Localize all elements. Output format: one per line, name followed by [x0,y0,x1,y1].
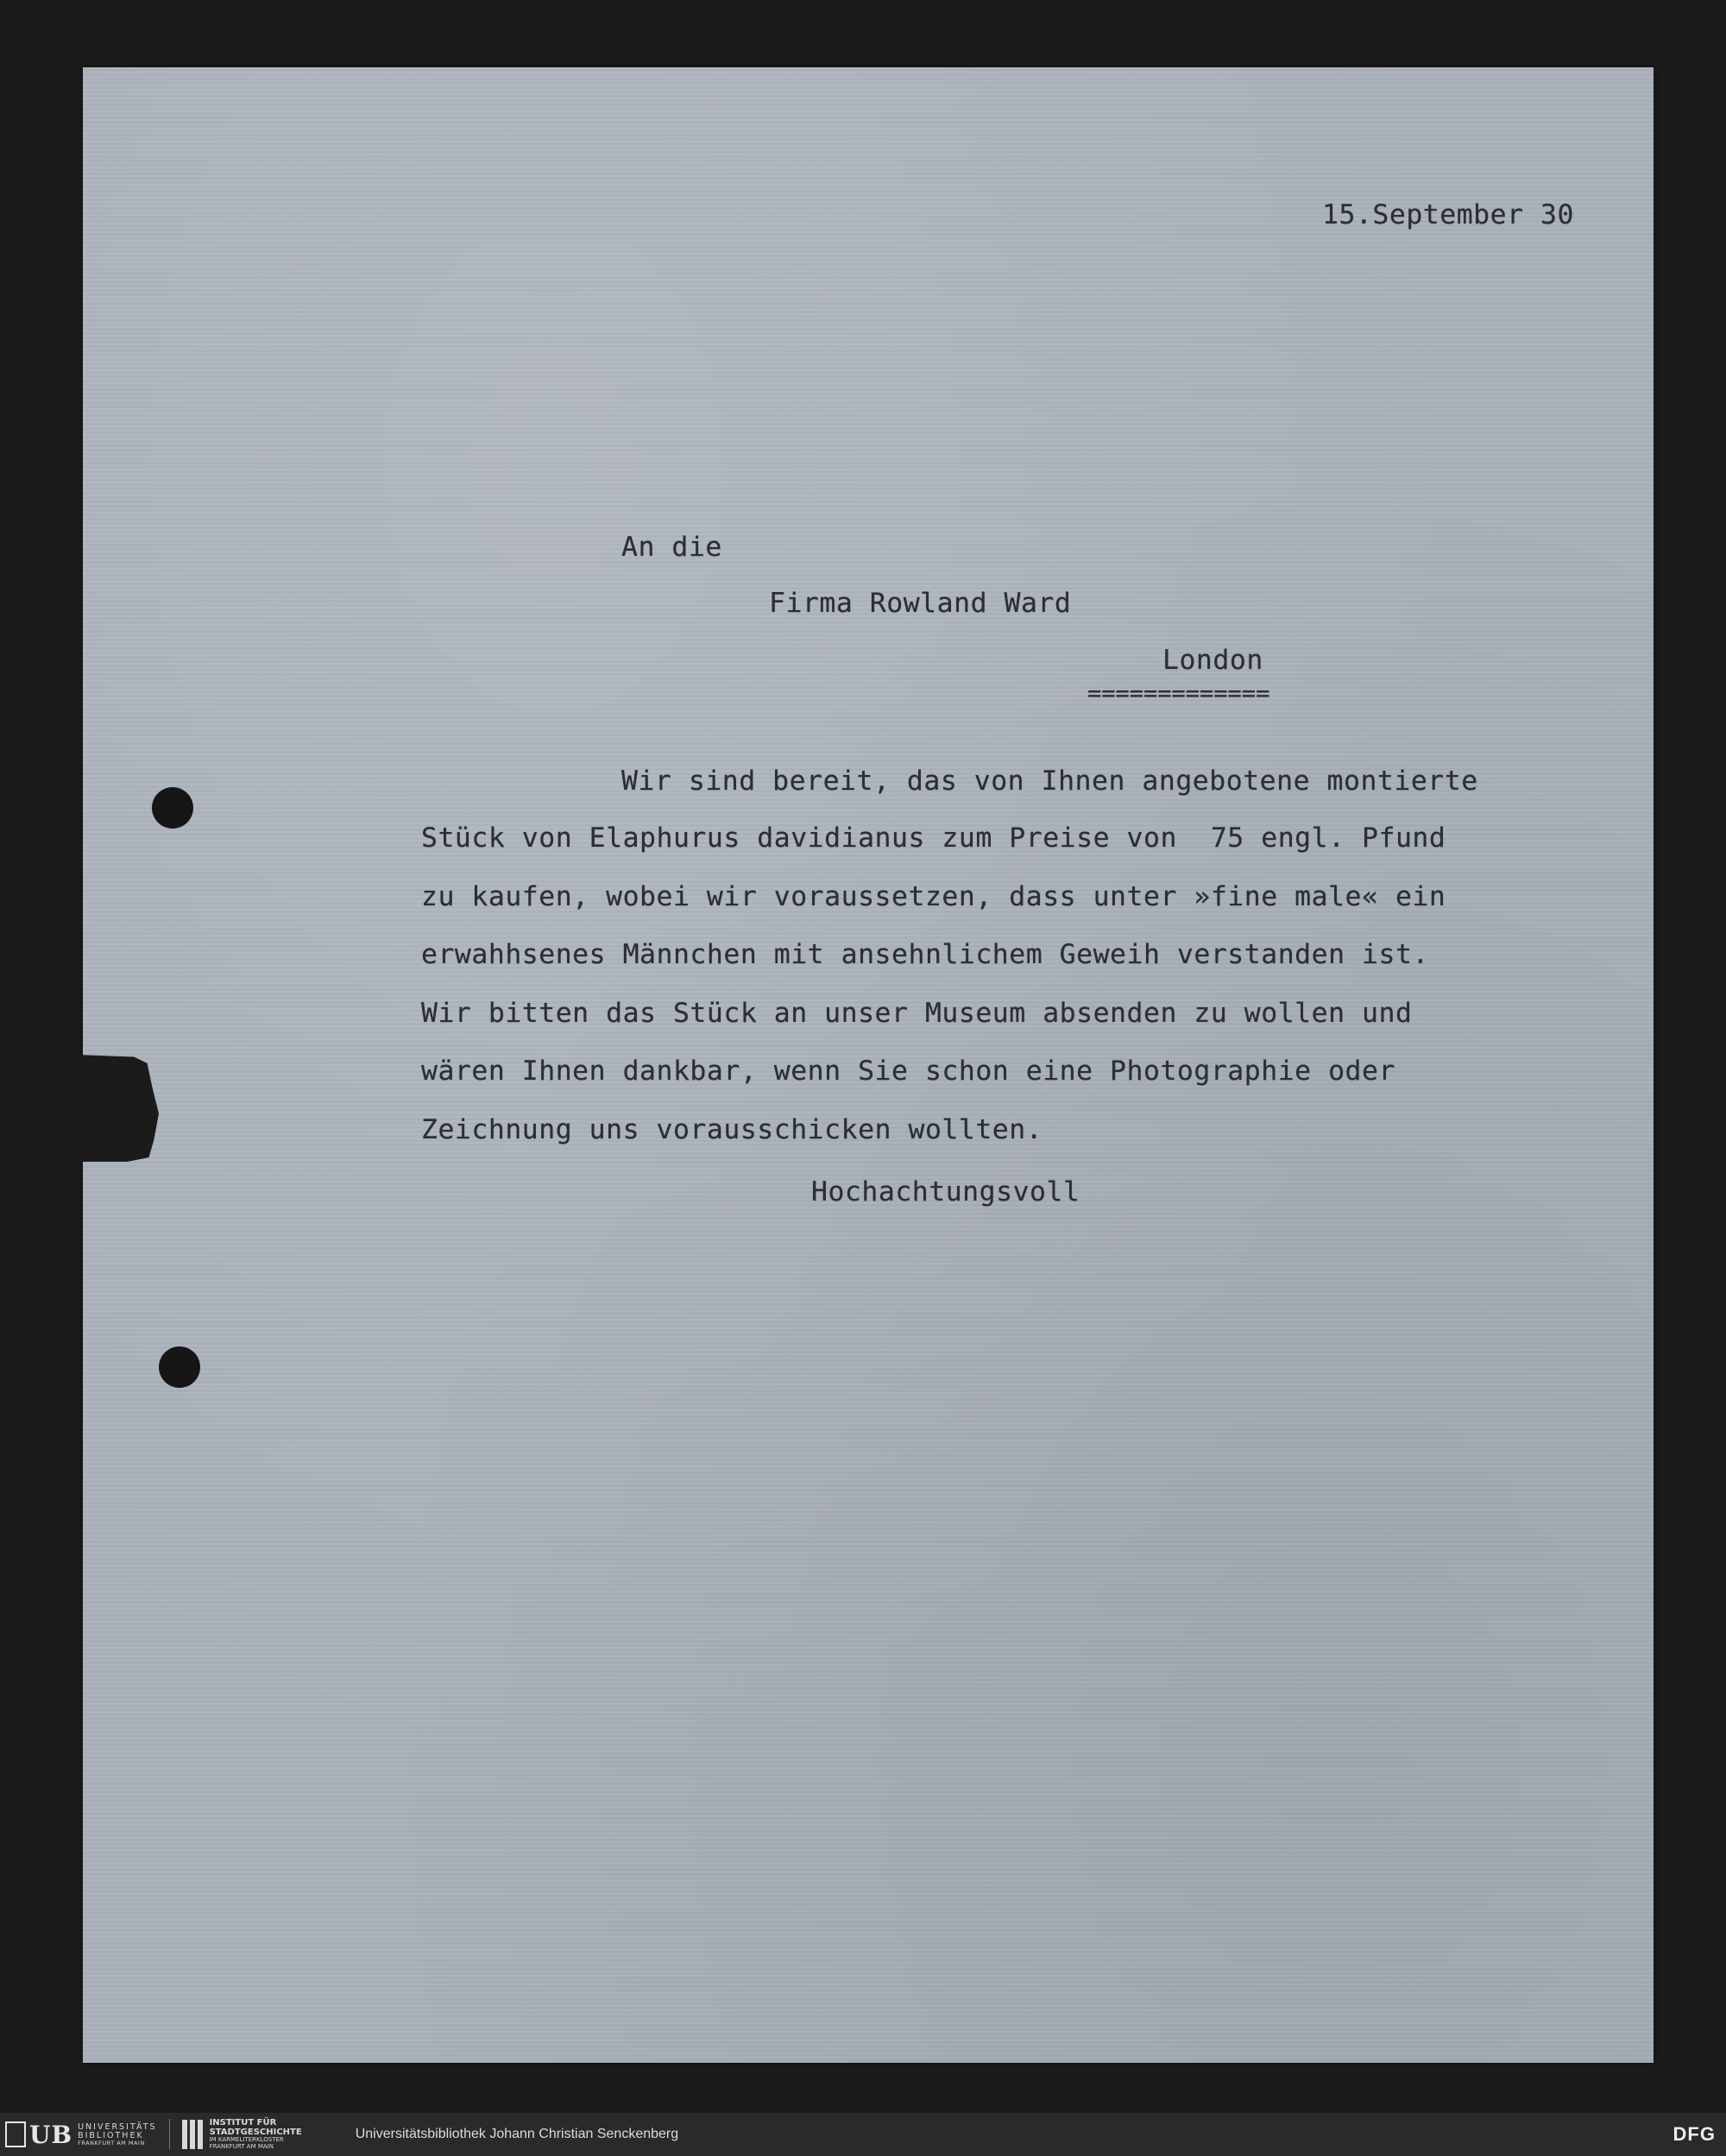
body-line: Wir bitten das Stück an unser Museum absenden zu wollen und [421,998,1413,1029]
address-salutation: An die [621,532,722,563]
dfg-logo[interactable]: DFG [1672,2123,1716,2145]
viewer-footer [0,2113,1726,2156]
footer-divider [169,2119,170,2150]
city-underline: ============= [1087,680,1270,707]
body-line: erwahhsenes Männchen mit ansehnlichem Geweih verstanden ist. [421,939,1429,970]
letter-date: 15.September 30 [1322,199,1574,230]
ub-logo-line: FRANKFURT AM MAIN [78,2139,145,2147]
body-line: Zeichnung uns vorausschicken wollten. [421,1114,1043,1145]
isg-logo-line: STADTGESCHICHTE [209,2127,302,2137]
ub-logo-line: UNIVERSITÄTS [78,2121,157,2132]
isg-logo-icon [182,2120,203,2149]
body-line: zu kaufen, wobei wir voraussetzen, dass unter »fine male« ein [421,881,1446,912]
isg-logo-line: INSTITUT FÜR [209,2118,277,2128]
recipient-firm: Firma Rowland Ward [769,588,1072,619]
isg-logo-line: FRANKFURT AM MAIN [209,2142,274,2150]
body-line: Stück von Elaphurus davidianus zum Preise von 75 engl. Pfund [421,823,1446,854]
isg-logo-line: IM KARMELITERKLOSTER [209,2136,284,2144]
library-caption: Universitätsbibliothek Johann Christian Senckenberg [355,2127,679,2141]
ub-logo-icon [5,2121,26,2147]
ub-logo[interactable] [5,2117,157,2152]
punch-hole-bottom [159,1346,200,1388]
ub-logo-line: BIBLIOTHEK [78,2130,144,2140]
recipient-city: London [1162,645,1263,676]
isg-logo-text[interactable] [210,2119,302,2150]
ub-logo-text [78,2123,156,2147]
ub-logo-mark: UB [29,2120,73,2149]
body-line: wären Ihnen dankbar, wenn Sie schon eine Photographie oder [421,1056,1395,1087]
body-line: Wir sind bereit, das von Ihnen angebotene montierte [621,766,1478,797]
punch-hole-top [152,787,193,829]
letter-closing: Hochachtungsvoll [811,1176,1080,1207]
torn-edge [76,1055,159,1162]
